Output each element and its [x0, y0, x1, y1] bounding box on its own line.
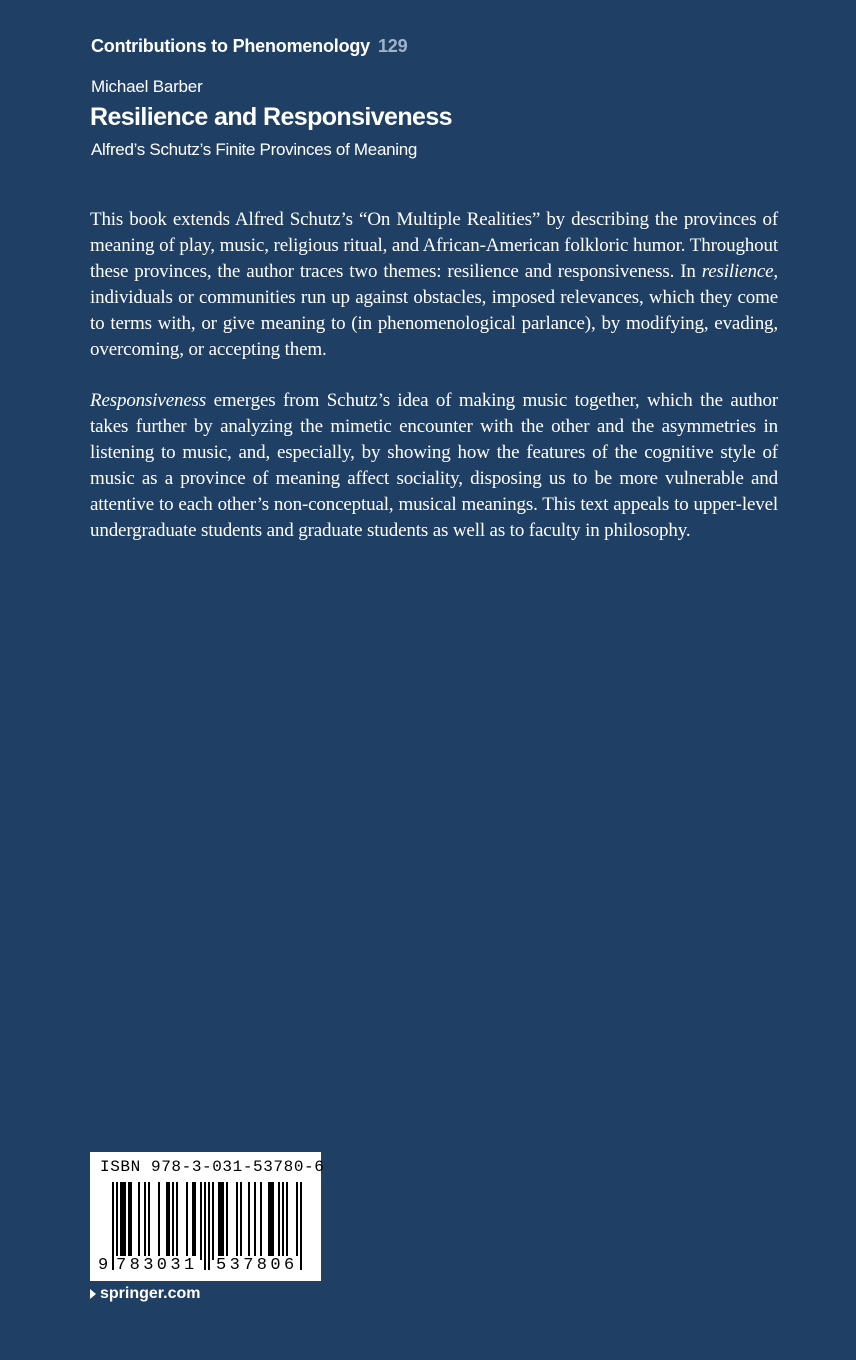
- book-title: Resilience and Responsiveness: [90, 103, 452, 131]
- barcode-bar: [212, 1182, 214, 1260]
- paragraph-1-text: This book extends Alfred Schutz’s “On Multiple Realities” by describing the provinces of meaning of play, music, religious ritual, and African-American folkloric humor. Throughout these provinces, the author traces two themes: resilience and responsiveness. In: [90, 209, 778, 282]
- author-name: Michael Barber: [91, 77, 203, 96]
- series-name: Contributions to Phenomenology: [91, 36, 370, 56]
- isbn-label: ISBN 978-3-031-53780-6: [100, 1158, 325, 1176]
- barcode-bar: [124, 1182, 126, 1260]
- isbn-barcode: [90, 1152, 325, 1281]
- barcode-bar: [176, 1182, 178, 1260]
- paragraph-1-rest: , individuals or communities run up against obstacles, imposed relevances, which they come to terms with, or give meaning to (in phenomenological parlance), by modifying, evading, overcoming, or accepting them.: [90, 260, 778, 360]
- barcode-bar: [192, 1182, 194, 1260]
- barcode-bar: [218, 1182, 220, 1260]
- barcode-bar: [272, 1182, 274, 1260]
- barcode-bar: [168, 1182, 170, 1260]
- barcode-bar: [204, 1182, 206, 1270]
- barcode-bar: [158, 1182, 160, 1260]
- barcode-bar: [270, 1182, 272, 1260]
- barcode-bar: [200, 1182, 202, 1260]
- description-paragraph-1: [90, 207, 778, 362]
- barcode-bar: [286, 1182, 288, 1260]
- barcode-bar: [172, 1182, 174, 1260]
- paragraph-1-emphasis: resilience: [701, 260, 774, 282]
- barcode-bar: [138, 1182, 140, 1260]
- barcode-bar: [166, 1182, 168, 1260]
- barcode-bar: [194, 1182, 196, 1260]
- series-title-line: [91, 36, 407, 57]
- paragraph-2-emphasis: Responsiveness: [90, 390, 207, 412]
- barcode-bar: [278, 1182, 280, 1260]
- barcode-bar: [268, 1182, 270, 1260]
- barcode-bar: [236, 1182, 238, 1260]
- barcode-bar: [130, 1182, 132, 1260]
- barcode-bar: [220, 1182, 222, 1260]
- barcode-bar: [122, 1182, 124, 1260]
- barcode-bar: [186, 1182, 188, 1260]
- barcode-bar: [144, 1182, 146, 1260]
- barcode-bar: [300, 1182, 302, 1270]
- barcode-bar: [240, 1182, 242, 1260]
- barcode-bar: [248, 1182, 250, 1260]
- barcode-bar: [128, 1182, 130, 1260]
- barcode-bar: [120, 1182, 122, 1260]
- barcode-bar: [148, 1182, 150, 1260]
- publisher-link[interactable]: [90, 1285, 200, 1303]
- barcode-digit-first: 9: [98, 1256, 109, 1275]
- book-description: [90, 207, 778, 570]
- barcode-bar: [282, 1182, 284, 1260]
- barcode-digits-right: 537806: [216, 1256, 298, 1275]
- arrow-right-icon: [90, 1289, 96, 1299]
- barcode-bar: [260, 1182, 262, 1260]
- barcode-bar: [208, 1182, 210, 1270]
- barcode-digits-left: 783031: [116, 1256, 198, 1275]
- book-subtitle: Alfred’s Schutz’s Finite Provinces of Meaning: [91, 140, 418, 159]
- barcode-bar: [226, 1182, 228, 1260]
- publisher-url: springer.com: [100, 1285, 201, 1302]
- description-paragraph-2: [90, 388, 778, 543]
- barcode-bar: [254, 1182, 256, 1260]
- paragraph-2-rest: emerges from Schutz’s idea of making music together, which the author takes further by analyzing the mimetic encounter with the other and the asymmetries in listening to music, and, especially, by showing how the features of the cognitive style of music as a province of meaning affect sociality, disposing us to be more vulnerable and attentive to each other’s non-conceptual, musical meanings. This text appeals to upper-level undergraduate students and graduate students as well as to faculty in philosophy.: [90, 390, 778, 541]
- series-number: 129: [377, 36, 408, 56]
- barcode-bar: [222, 1182, 224, 1260]
